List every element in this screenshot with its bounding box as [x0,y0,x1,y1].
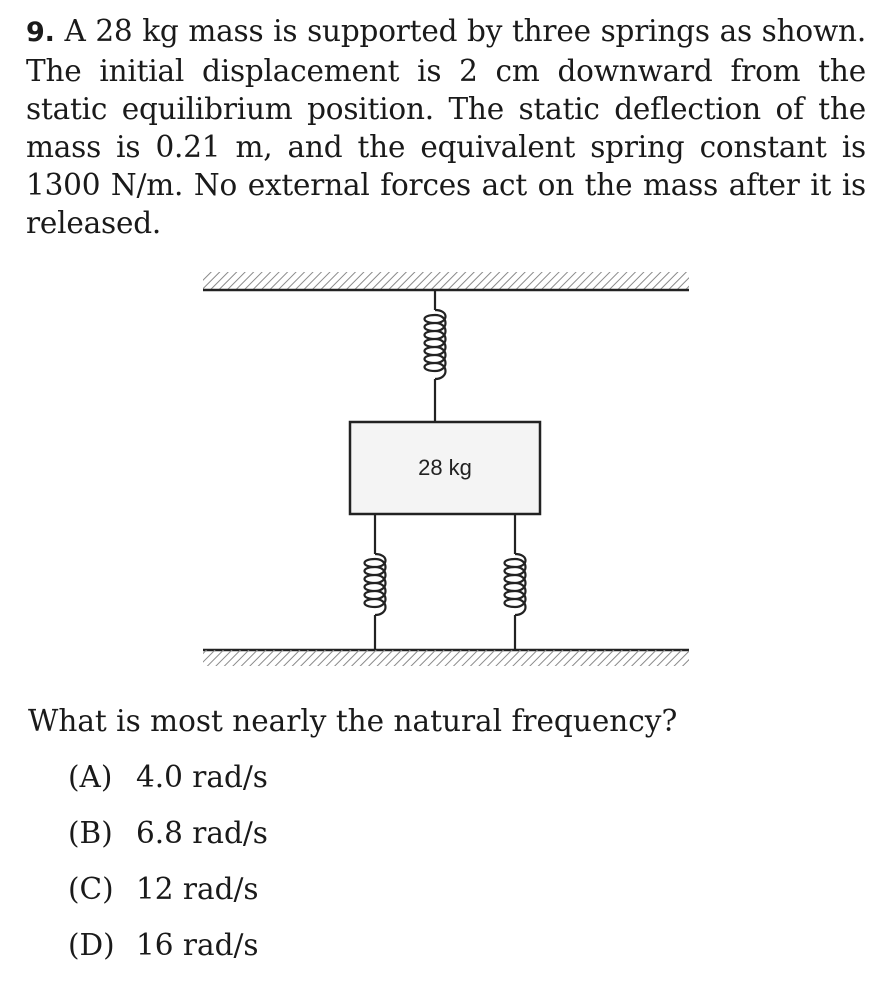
choice-letter: (C) [68,872,114,906]
mass-block [350,422,540,514]
question-text: What is most nearly the natural frequency? [28,704,678,738]
choice-letter: (A) [68,760,113,794]
problem-text: A 28 kg mass is supported by three springs as shown. The initial displacement is 2 cm downward from the static equilibrium position. The static deflection of the mass is 0.21 m, and the equivalent spring constant is 1300 N/m. No external forces act on the mass after it is released. [26,14,866,240]
ceiling-support [203,272,689,290]
mass-label: 28 kg [418,455,472,480]
choice-text: 6.8 rad/s [136,816,268,850]
bottom-right-spring [505,514,526,650]
choice-text: 16 rad/s [136,928,259,962]
choice-b[interactable] [68,814,268,852]
choice-letter: (D) [68,928,115,962]
problem-number: 9. [26,17,55,48]
choice-c[interactable] [68,870,268,908]
problem-statement [26,12,866,242]
ground-support [203,650,689,666]
choice-letter: (B) [68,816,113,850]
answer-choices [68,758,268,982]
choice-text: 4.0 rad/s [136,760,268,794]
bottom-left-spring [365,514,386,650]
choice-text: 12 rad/s [136,872,259,906]
choice-d[interactable] [68,926,268,964]
choice-a[interactable] [68,758,268,796]
spring-mass-diagram [195,262,695,682]
top-spring [425,290,446,422]
